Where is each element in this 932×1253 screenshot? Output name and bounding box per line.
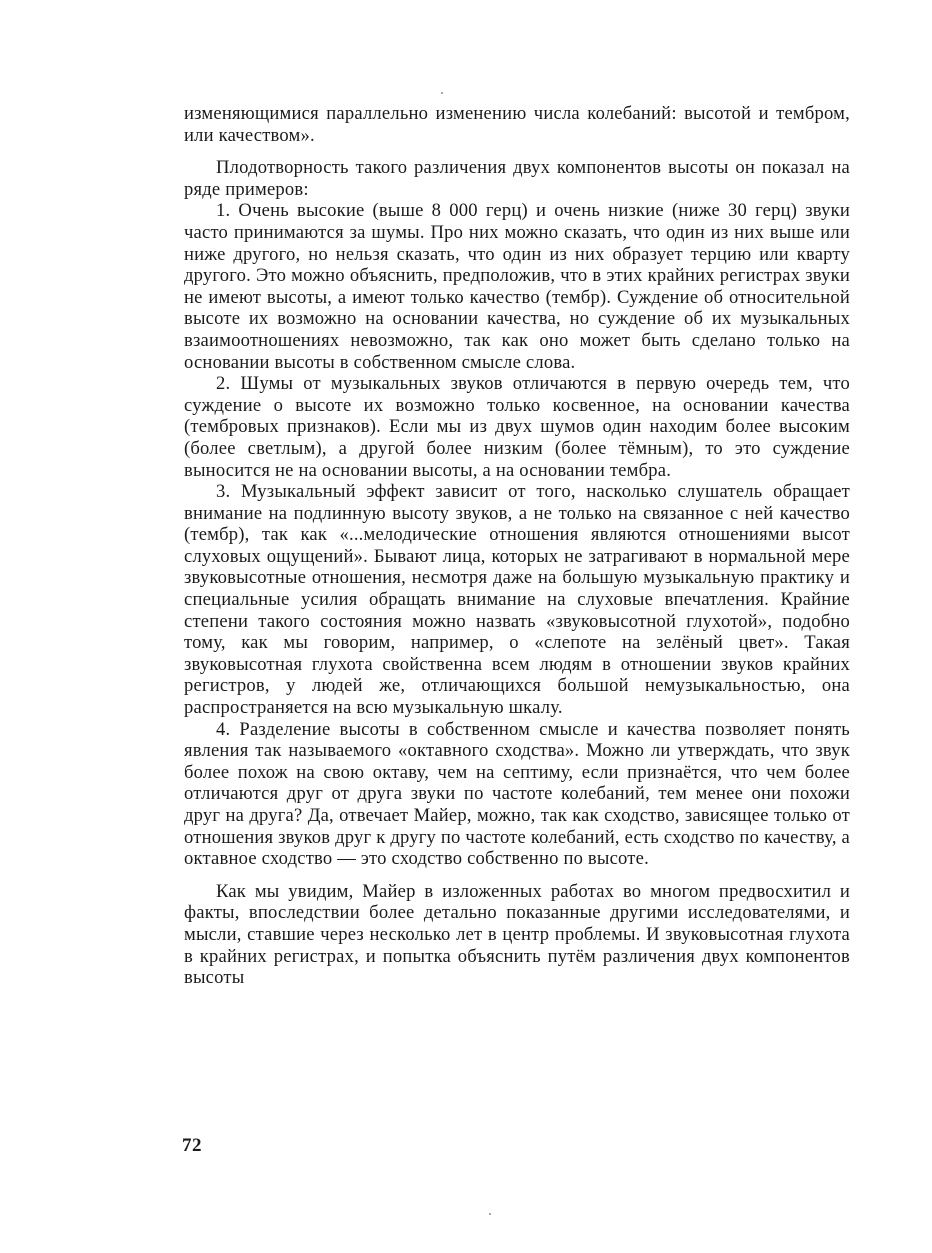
paragraph-intro: Плодотворность такого различения двух компонентов высоты он показал на ряде примеров: [184,157,850,200]
paragraph-point-2: 2. Шумы от музыкальных звуков отличаются в первую очередь тем, что суждение о высоте их возможно только косвенное, на основании качества (тембровых признаков). Если мы из двух шумов один находим более высоким (более светлым), а другой более низким (более тёмным), то это суждение выносится не на основании высоты, а на основании тембра. [184,373,850,481]
print-speck [441,92,443,94]
page-number: 72 [182,1135,202,1156]
paragraph-point-1: 1. Очень высокие (выше 8 000 герц) и очень низкие (ниже 30 герц) звуки часто принимаются за шумы. Про них можно сказать, что один из них выше или ниже другого, но нельзя сказать, что один из них образует терцию или кварту другого. Это можно объяснить, предположив, что в этих крайних регистрах звуки не имеют высоты, а имеют только качество (тембр). Суждение об относительной высоте их возможно на основании качества, но суждение об их музыкальных взаимоотношениях невозможно, так как оно может быть сделано только на основании высоты в собственном смысле слова. [184,200,850,373]
print-speck [489,1213,491,1215]
paragraph-point-3: 3. Музыкальный эффект зависит от того, насколько слушатель обращает внимание на подлинную высоту звуков, а не только на связанное с ней качество (тембр), так как «...мелодические отношения являются отношениями высот слуховых ощущений». Бывают лица, которых не затрагивают в нормальной мере звуковысотные отношения, несмотря даже на большую музыкальную практику и специальные усилия обращать внимание на слуховые впечатления. Крайние степени такого состояния можно назвать «звуковысотной глухотой», подобно тому, как мы говорим, например, о «слепоте на зелёный цвет». Такая звуковысотная глухота свойственна всем людям в отношении звуков крайних регистров, у людей же, отличающихся большой немузыкальностью, она распространяется на всю музыкальную шкалу. [184,481,850,719]
paragraph-conclusion: Как мы увидим, Майер в изложенных работах во многом предвосхитил и факты, впоследствии более детально показанные другими исследователями, и мысли, ставшие через несколько лет в центр проблемы. И звуковысотная глухота в крайних регистрах, и попытка объяснить путём различения двух компонентов высоты [184,880,850,989]
body-text [184,103,850,989]
paragraph-point-4: 4. Разделение высоты в собственном смысле и качества позволяет понять явления так называемого «октавного сходства». Можно ли утверждать, что звук более похож на свою октаву, чем на септиму, если признаётся, что чем более отличаются друг от друга звуки по частоте колебаний, тем менее они похожи друг на друга? Да, отвечает Майер, можно, так как сходство, зависящее только от отношения звуков друг к другу по частоте колебаний, есть сходство по качеству, а октавное сходство — это сходство собственно по высоте. [184,718,850,870]
paragraph-continuation: изменяющимися параллельно изменению числа колебаний: высотой и тембром, или качеством». [184,103,850,146]
